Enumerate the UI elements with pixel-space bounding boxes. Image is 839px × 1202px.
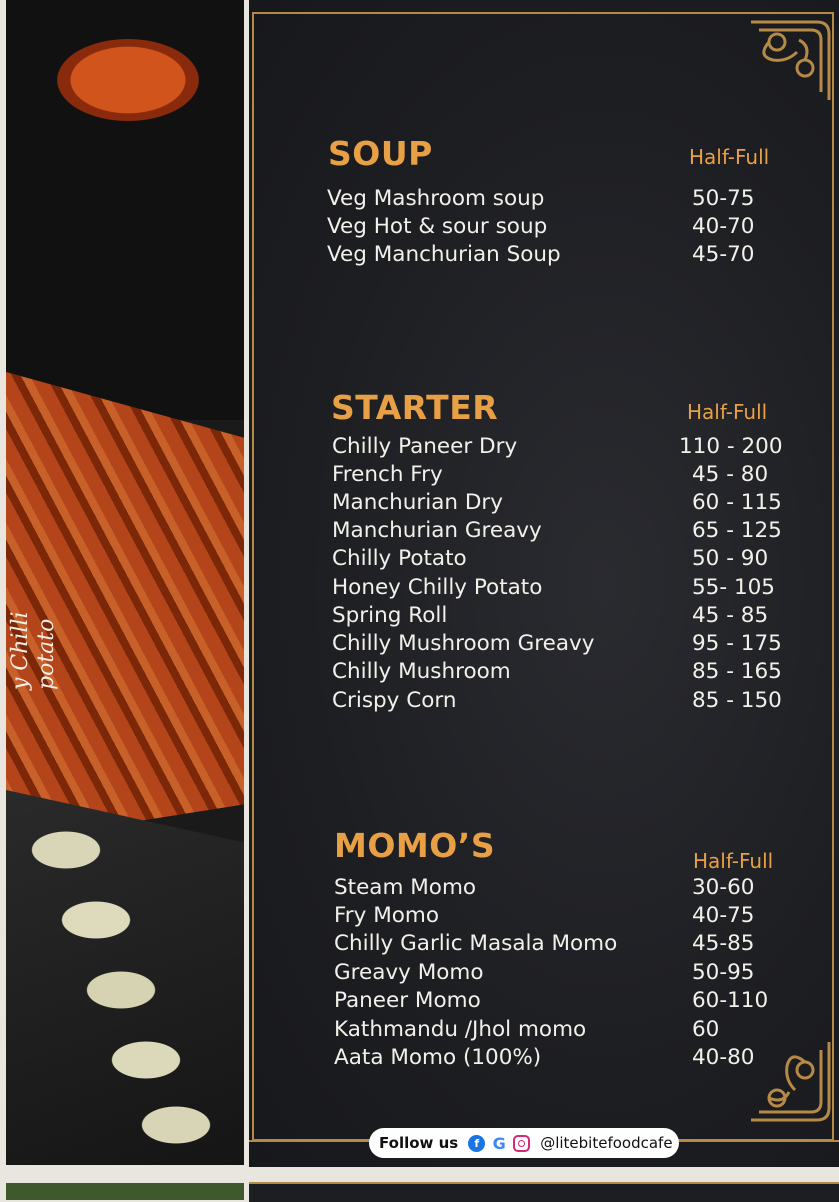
section-title-soup: SOUP [328,134,433,173]
menu-item-price: 45-70 [692,242,755,267]
menu-item-price: 60 - 115 [692,490,782,515]
menu-item-price: 85 - 150 [692,688,782,713]
price-header-momos: Half-Full [693,849,774,873]
momo-photo [6,790,244,1165]
menu-item-price: 40-80 [692,1045,755,1070]
menu-item-price: 45 - 80 [692,462,769,487]
corner-ornament-icon [747,1040,833,1126]
menu-item-price: 45-85 [692,931,755,956]
menu-item-name: Veg Mashroom soup [327,186,545,211]
menu-item-name: Paneer Momo [334,988,481,1013]
menu-item-name: Kathmandu /Jhol momo [334,1017,587,1042]
menu-item-name: Chilly Potato [332,546,467,571]
menu-item-price: 55- 105 [692,575,775,600]
instagram-icon[interactable] [513,1135,530,1152]
menu-item-name: French Fry [332,462,443,487]
menu-item-price: 85 - 165 [692,659,782,684]
menu-item-price: 40-70 [692,214,755,239]
menu-item-name: Chilly Paneer Dry [332,434,518,459]
menu-item-price: 65 - 125 [692,518,782,543]
menu-item-name: Veg Hot & sour soup [327,214,548,239]
menu-item-price: 60 [692,1017,720,1042]
menu-panel [249,0,839,1167]
menu-item-name: Steam Momo [334,875,477,900]
menu-item-price: 45 - 85 [692,603,769,628]
menu-item-name: Manchurian Greavy [332,518,542,543]
google-icon[interactable]: G [492,1133,506,1153]
menu-item-price: 30-60 [692,875,755,900]
menu-item-price: 60-110 [692,988,769,1013]
menu-item-name: Fry Momo [334,903,440,928]
facebook-icon[interactable]: f [468,1135,485,1152]
corner-ornament-icon [747,16,833,102]
follow-us-badge[interactable] [369,1128,679,1158]
next-page-photo-edge [6,1183,244,1200]
menu-item-price: 110 - 200 [679,434,783,459]
menu-item-name: Aata Momo (100%) [334,1045,542,1070]
soup-photo [6,0,244,420]
menu-item-name: Chilly Mushroom [332,659,511,684]
menu-item-name: Manchurian Dry [332,490,503,515]
menu-item-name: Chilly Mushroom Greavy [332,631,595,656]
price-header-starter: Half-Full [687,400,768,424]
chilli-potato-photo [6,372,244,842]
menu-item-price: 50 - 90 [692,546,769,571]
section-title-momos: MOMO’S [334,826,496,865]
menu-item-name: Chilly Garlic Masala Momo [334,931,618,956]
next-page-panel-edge [249,1182,839,1202]
follow-us-label: Follow us [379,1134,459,1152]
menu-item-price: 40-75 [692,903,755,928]
menu-item-price: 50-95 [692,960,755,985]
menu-item-price: 95 - 175 [692,631,782,656]
social-handle[interactable]: @litebitefoodcafe [540,1134,673,1152]
menu-item-name: Veg Manchurian Soup [327,242,561,267]
food-photo-strip [6,0,244,1165]
menu-item-name: Honey Chilly Potato [332,575,543,600]
menu-item-name: Spring Roll [332,603,448,628]
price-header-soup: Half-Full [689,145,770,169]
menu-item-name: Greavy Momo [334,960,484,985]
section-title-starter: STARTER [331,388,499,427]
menu-item-name: Crispy Corn [332,688,457,713]
menu-item-price: 50-75 [692,186,755,211]
photo-caption: y Chilli potato [8,611,59,690]
